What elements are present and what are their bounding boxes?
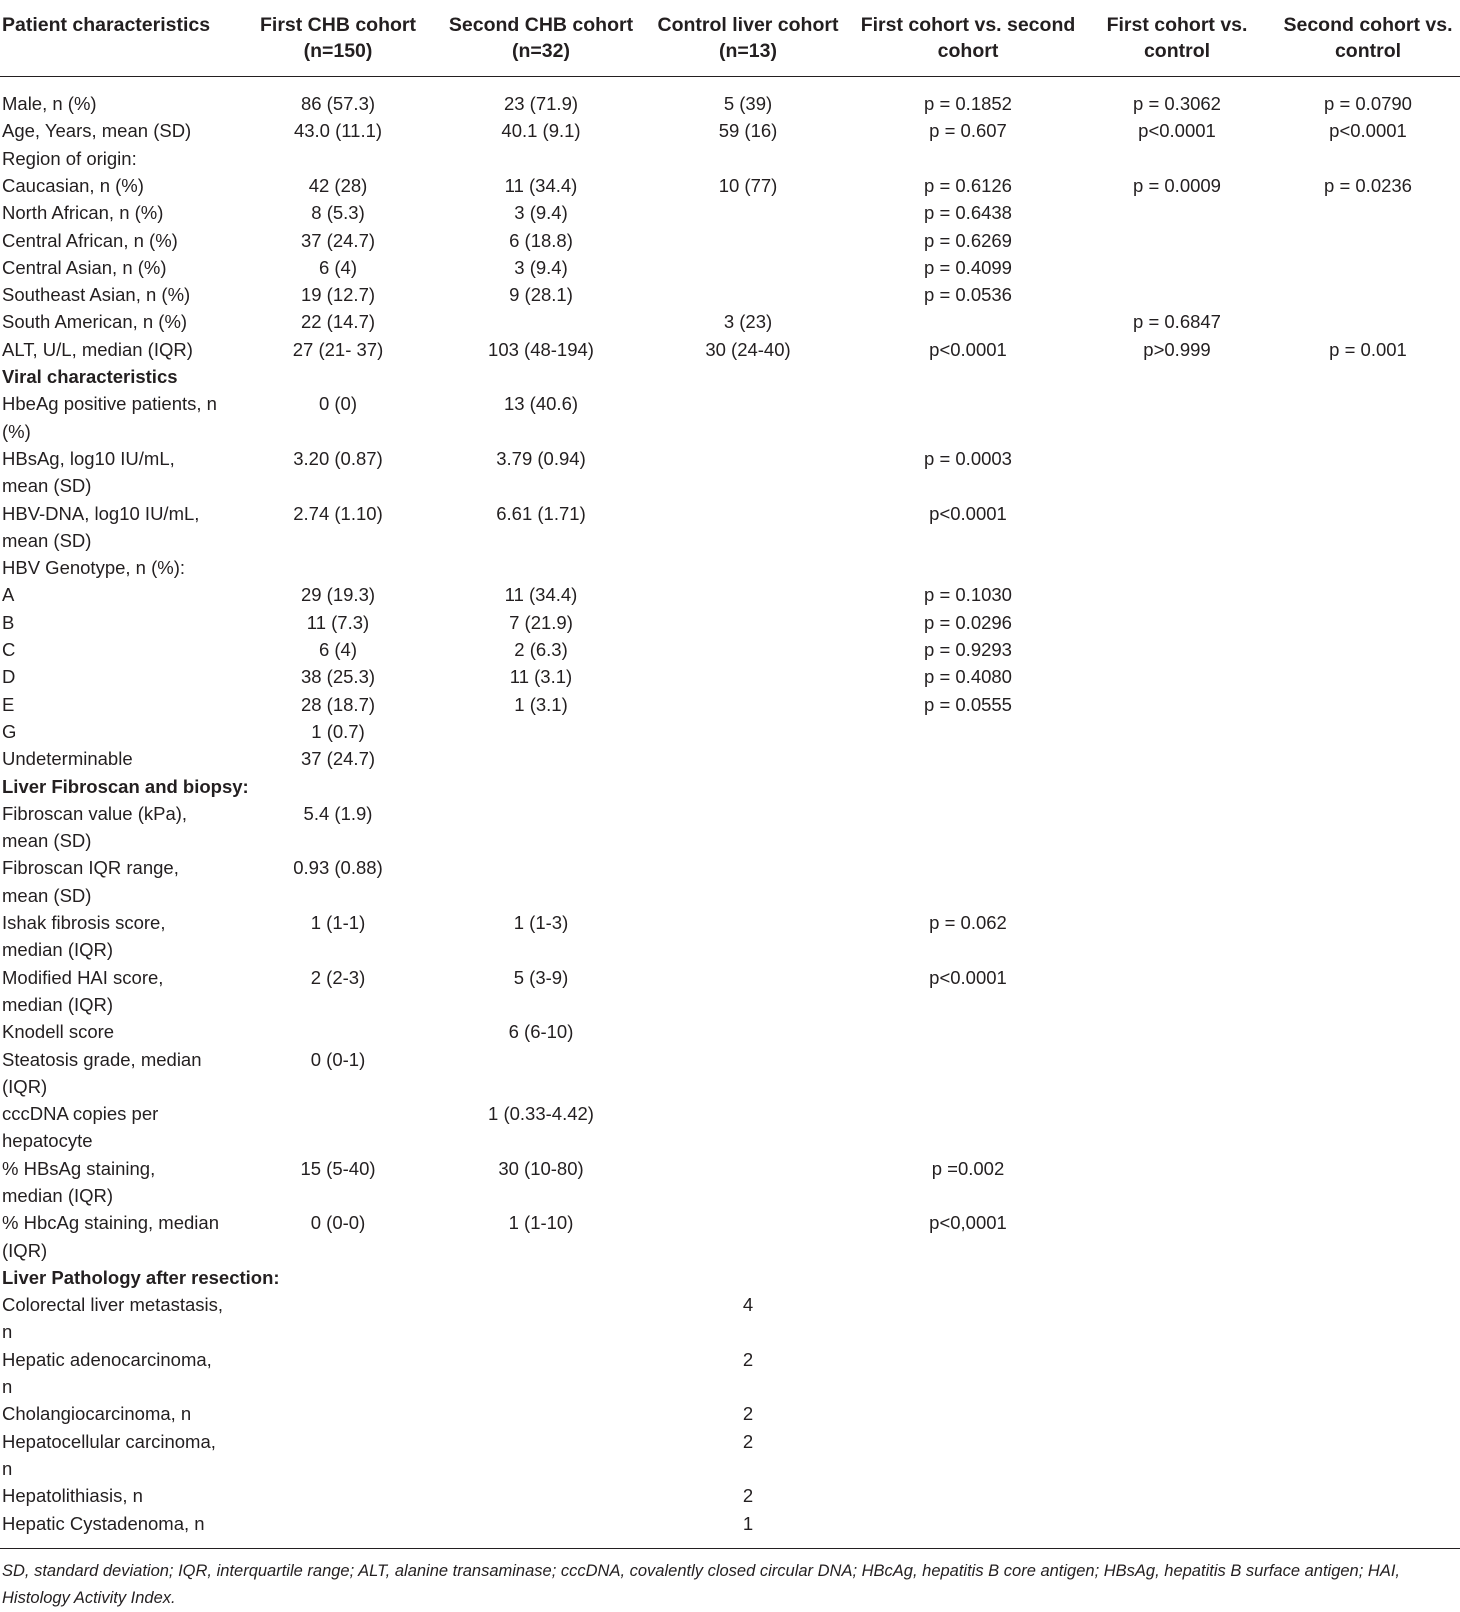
table-row — [0, 308, 1460, 335]
cell-first-vs-second: p = 0.4080 — [924, 666, 1012, 688]
cell-characteristic: Liver Pathology after resection: — [2, 1266, 280, 1288]
cell-first-cohort: 0 (0-1) — [310, 1048, 366, 1070]
cell-second-cohort: 3 (9.4) — [514, 202, 568, 224]
header-first-chb-cohort: First CHB cohort (n=150) — [260, 14, 416, 62]
cell-first-cohort: 42 (28) — [308, 174, 368, 196]
table-row — [0, 1400, 1460, 1427]
cell-second-cohort: 5 (3-9) — [513, 966, 569, 988]
cell-first-vs-second: p = 0.0555 — [924, 693, 1012, 715]
cell-characteristic: ALT, U/L, median (IQR) — [2, 338, 193, 360]
cell-first-cohort: 37 (24.7) — [300, 229, 376, 251]
cell-first-cohort: 0 (0) — [318, 393, 358, 415]
cell-characteristic: Hepatic adenocarcinoma, n — [2, 1348, 212, 1398]
table-row — [0, 1510, 1460, 1537]
cell-characteristic: Viral characteristics — [2, 366, 178, 387]
table-row — [0, 663, 1460, 690]
table-row — [0, 90, 1460, 117]
cell-control-cohort: 30 (24-40) — [705, 338, 791, 360]
cell-characteristic: Knodell score — [2, 1021, 115, 1043]
cell-characteristic: cccDNA copies per hepatocyte — [2, 1103, 159, 1152]
cell-characteristic: HBV-DNA, log10 IU/mL, mean (SD) — [2, 502, 200, 551]
cell-first-vs-control: p>0.999 — [1143, 338, 1211, 360]
cell-characteristic: Ishak fibrosis score, median (IQR) — [2, 912, 166, 961]
cell-second-cohort: 3 (9.4) — [514, 256, 568, 278]
cell-control-cohort: 10 (77) — [718, 174, 778, 196]
cell-control-cohort: 2 — [742, 1430, 754, 1452]
cell-characteristic: Colorectal liver metastasis, n — [2, 1294, 224, 1343]
cell-second-vs-control: p = 0.0236 — [1324, 174, 1412, 196]
cell-first-vs-second: p<0.0001 — [929, 966, 1007, 988]
cell-control-cohort: 59 (16) — [718, 120, 778, 142]
cell-first-cohort: 2 (2-3) — [310, 966, 366, 988]
cell-first-cohort: 6 (4) — [318, 639, 358, 660]
cell-characteristic: Central Asian, n (%) — [2, 256, 167, 278]
header-control-liver-cohort: Control liver cohort (n=13) — [657, 14, 839, 62]
cell-second-cohort: 103 (48-194) — [488, 338, 594, 360]
table-row — [0, 800, 1460, 855]
section-header-row — [0, 1264, 1460, 1291]
cell-first-cohort: 15 (5-40) — [300, 1157, 376, 1179]
cell-second-cohort: 1 (1-10) — [508, 1212, 574, 1234]
cell-characteristic: Hepatic Cystadenoma, n — [2, 1512, 205, 1534]
cell-second-vs-control: p = 0.0790 — [1324, 93, 1412, 114]
cell-first-vs-second: p = 0.0296 — [924, 611, 1012, 633]
table-footnote: SD, standard deviation; IQR, interquartile range; ALT, alanine transaminase; cccDNA, covalently closed circular DNA; HBcAg, hepatitis B core antigen; HBsAg, hepatitis B surface antigen; HAI, Histology Activity Index. — [2, 1562, 1400, 1607]
cell-control-cohort: 1 — [742, 1512, 754, 1534]
section-header-row — [0, 773, 1460, 800]
cell-characteristic: Male, n (%) — [2, 93, 97, 114]
table-row — [0, 1100, 1460, 1155]
cell-characteristic: Cholangiocarcinoma, n — [2, 1403, 192, 1425]
cell-control-cohort: 3 (23) — [723, 311, 773, 333]
cell-second-cohort: 11 (34.4) — [504, 174, 578, 196]
cell-control-cohort: 2 — [742, 1403, 754, 1425]
cell-second-cohort: 30 (10-80) — [498, 1157, 584, 1179]
table-header — [0, 10, 1460, 77]
cell-control-cohort: 5 (39) — [723, 93, 773, 114]
cell-characteristic: Undeterminable — [2, 748, 133, 770]
cell-first-vs-second: p = 0.6126 — [924, 174, 1012, 196]
cell-first-cohort: 22 (14.7) — [300, 311, 376, 333]
cell-characteristic: South American, n (%) — [2, 311, 188, 333]
cell-first-vs-second: p = 0.9293 — [924, 639, 1012, 660]
cell-second-cohort: 3.79 (0.94) — [496, 447, 586, 469]
table-row — [0, 281, 1460, 308]
cell-first-vs-second: p = 0.1030 — [924, 584, 1012, 606]
cell-first-vs-control: p = 0.3062 — [1133, 93, 1221, 114]
cell-first-cohort: 43.0 (11.1) — [293, 120, 383, 142]
cell-characteristic: Liver Fibroscan and biopsy: — [2, 775, 249, 797]
table-row — [0, 1209, 1460, 1264]
table-row — [0, 581, 1460, 608]
cell-control-cohort: 2 — [742, 1485, 754, 1507]
cell-first-cohort: 28 (18.7) — [300, 693, 376, 715]
cell-characteristic: HbeAg positive patients, n (%) — [2, 393, 217, 442]
cell-characteristic: Central African, n (%) — [2, 229, 178, 251]
cell-first-cohort: 2.74 (1.10) — [293, 502, 383, 524]
cell-second-vs-control: p = 0.001 — [1329, 338, 1407, 360]
cell-characteristic: Caucasian, n (%) — [2, 174, 144, 196]
cell-second-cohort: 11 (3.1) — [509, 666, 573, 688]
cell-characteristic: Hepatocellular carcinoma, n — [2, 1430, 216, 1479]
table-row — [0, 609, 1460, 636]
cell-first-vs-second: p<0,0001 — [929, 1212, 1007, 1234]
cell-characteristic: % HBsAg staining, median (IQR) — [2, 1157, 156, 1206]
header-second-chb-cohort: Second CHB cohort (n=32) — [448, 14, 634, 62]
cell-second-cohort: 13 (40.6) — [503, 393, 579, 415]
cell-second-cohort: 7 (21.9) — [509, 611, 573, 633]
cell-characteristic: % HbcAg staining, median (IQR) — [2, 1212, 219, 1261]
header-second-vs-control: Second cohort vs. control — [1283, 14, 1453, 62]
cell-characteristic: A — [2, 584, 15, 606]
cell-second-cohort: 2 (6.3) — [514, 639, 568, 660]
cell-first-cohort: 3.20 (0.87) — [293, 447, 383, 469]
cell-characteristic: Modified HAI score, median (IQR) — [2, 966, 164, 1015]
cell-second-cohort: 6 (18.8) — [509, 229, 573, 251]
table-row — [0, 1018, 1460, 1045]
cell-characteristic: North African, n (%) — [2, 202, 164, 224]
cell-second-cohort: 1 (1-3) — [513, 912, 569, 933]
table-row — [0, 964, 1460, 1019]
cell-first-vs-second: p = 0.6438 — [924, 202, 1012, 224]
table-row — [0, 854, 1460, 909]
cell-first-vs-second: p =0.002 — [931, 1157, 1005, 1179]
table-row — [0, 554, 1460, 581]
cell-first-vs-second: p = 0.0536 — [924, 284, 1012, 306]
cell-first-cohort: 0.93 (0.88) — [293, 857, 383, 879]
table-row — [0, 691, 1460, 718]
cell-characteristic: B — [2, 611, 15, 633]
cell-first-cohort: 1 (1-1) — [310, 912, 366, 933]
cell-characteristic: Steatosis grade, median (IQR) — [2, 1048, 202, 1097]
table-row — [0, 718, 1460, 745]
cell-characteristic: D — [2, 666, 16, 688]
cell-first-vs-control: p<0.0001 — [1138, 120, 1216, 142]
cell-first-vs-second: p = 0.0003 — [924, 447, 1012, 469]
cell-first-vs-control: p = 0.0009 — [1133, 174, 1221, 196]
cell-second-vs-control: p<0.0001 — [1329, 120, 1407, 142]
cell-second-cohort: 6.61 (1.71) — [496, 502, 586, 524]
cell-first-vs-second: p = 0.1852 — [924, 93, 1012, 114]
table-row — [0, 445, 1460, 500]
table-row — [0, 390, 1460, 445]
table-row — [0, 172, 1460, 199]
header-first-vs-second: First cohort vs. second cohort — [860, 14, 1076, 62]
header-first-vs-control: First cohort vs. control — [1106, 14, 1248, 62]
cell-first-cohort: 8 (5.3) — [311, 202, 365, 224]
table-row — [0, 1428, 1460, 1483]
table-row — [0, 1291, 1460, 1346]
cell-first-cohort: 11 (7.3) — [306, 611, 370, 633]
cell-characteristic: G — [2, 720, 17, 742]
cell-first-cohort: 5.4 (1.9) — [303, 802, 373, 824]
cell-second-cohort: 40.1 (9.1) — [501, 120, 581, 142]
cell-first-vs-second: p<0.0001 — [929, 502, 1007, 524]
cell-first-cohort: 37 (24.7) — [300, 748, 376, 770]
cell-first-vs-second: p = 0.607 — [929, 120, 1007, 142]
cell-characteristic: Fibroscan IQR range, mean (SD) — [2, 857, 179, 906]
table-row — [0, 199, 1460, 226]
table-row — [0, 1482, 1460, 1509]
table-row — [0, 254, 1460, 281]
table-bottom-rule — [0, 1548, 1460, 1549]
cell-characteristic: Region of origin: — [2, 147, 137, 169]
cell-first-vs-second: p = 0.4099 — [924, 256, 1012, 278]
cell-first-cohort: 19 (12.7) — [300, 284, 376, 306]
header-patient-characteristics: Patient characteristics — [2, 14, 211, 36]
cell-second-cohort: 1 (0.33-4.42) — [488, 1103, 594, 1125]
table-row — [0, 336, 1460, 363]
cell-characteristic: Hepatolithiasis, n — [2, 1485, 143, 1507]
table-row — [0, 745, 1460, 772]
section-header-row — [0, 363, 1460, 390]
cell-second-cohort: 6 (6-10) — [508, 1021, 574, 1043]
table-row — [0, 227, 1460, 254]
table-row — [0, 1346, 1460, 1401]
cell-second-cohort: 1 (3.1) — [514, 693, 568, 715]
cell-second-cohort: 9 (28.1) — [509, 284, 573, 306]
cell-first-cohort: 27 (21- 37) — [292, 338, 384, 360]
cell-first-cohort: 0 (0-0) — [310, 1212, 366, 1234]
cell-first-cohort: 6 (4) — [318, 256, 358, 278]
cell-second-cohort: 23 (71.9) — [503, 93, 579, 114]
cell-first-vs-second: p<0.0001 — [929, 338, 1007, 360]
cell-characteristic: HBV Genotype, n (%): — [2, 557, 186, 579]
cell-first-cohort: 1 (0.7) — [311, 720, 365, 742]
cell-control-cohort: 2 — [742, 1348, 754, 1370]
cell-characteristic: Fibroscan value (kPa), mean (SD) — [2, 802, 188, 852]
cell-second-cohort: 11 (34.4) — [504, 584, 578, 606]
table-row — [0, 909, 1460, 964]
table-row — [0, 117, 1460, 144]
table-row — [0, 1046, 1460, 1101]
cell-control-cohort: 4 — [742, 1294, 754, 1316]
table-row — [0, 1155, 1460, 1210]
cell-characteristic: HBsAg, log10 IU/mL, mean (SD) — [2, 447, 175, 497]
cell-characteristic: Age, Years, mean (SD) — [2, 120, 192, 142]
cell-characteristic: Southeast Asian, n (%) — [2, 284, 191, 306]
cell-first-vs-second: p = 0.6269 — [924, 229, 1012, 251]
cell-characteristic: E — [2, 693, 15, 715]
table-row — [0, 500, 1460, 555]
table-row — [0, 145, 1460, 172]
cell-characteristic: C — [2, 639, 16, 660]
cell-first-cohort: 86 (57.3) — [300, 93, 376, 114]
cell-first-vs-second: p = 0.062 — [929, 912, 1007, 933]
cell-first-cohort: 38 (25.3) — [300, 666, 376, 688]
table-row — [0, 636, 1460, 663]
cell-first-vs-control: p = 0.6847 — [1133, 311, 1221, 333]
cell-first-cohort: 29 (19.3) — [300, 584, 376, 606]
